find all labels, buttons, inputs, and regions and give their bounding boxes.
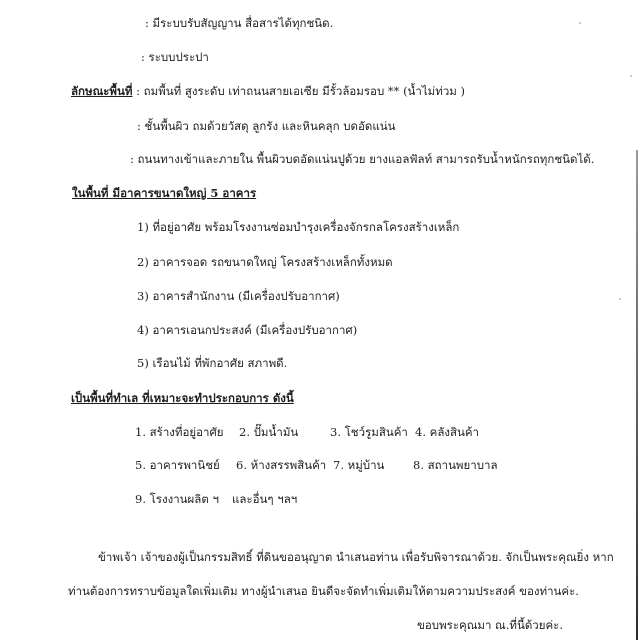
use-item: และอื่นๆ ฯลฯ [232,492,298,506]
building-item: 1) ที่อยู่อาศัย พร้อมโรงงานซ่อมบำรุงเครื่องจักรกลโครงสร้างเหล็ก [137,220,460,234]
use-item: 4. คลังสินค้า [415,425,480,439]
use-item: 1. สร้างที่อยู่อาศัย [135,425,224,439]
closing-paragraph-line2: ท่านต้องการทราบข้อมูลใดเพิ่มเติม ทางผู้นำเสนอ ยินดีจะจัดทำเพิ่มเติมให้ตามความประสงค์ ของท่านค่ะ. [68,584,579,598]
use-item: 5. อาคารพานิชย์ [135,458,220,472]
use-item: 3. โชว์รูมสินค้า [330,425,408,439]
building-item: 3) อาคารสำนักงาน (มีเครื่องปรับอากาศ) [137,289,340,303]
site-characteristics-line2: : ชั้นพื้นผิว ถมด้วยวัสดุ ลูกรัง และหินคลุก บดอัดแน่น [137,119,396,133]
closing-thanks: ขอบพระคุณมา ณ.ที่นี้ด้วยค่ะ. [417,618,564,632]
scan-speck [579,22,581,24]
suitable-uses-heading: เป็นพื้นที่ทำเล ที่เหมาะจะทำประกอบการ ดังนี้ [71,391,294,405]
building-item: 2) อาคารจอด รถขนาดใหญ่ โครงสร้างเหล็กทั้งหมด [137,255,393,269]
use-item: 9. โรงงานผลิต ฯ [135,492,219,506]
scan-speck [630,75,632,77]
site-characteristics-row [71,83,465,99]
utility-water-line: : ระบบประปา [141,50,209,64]
site-characteristics-line3: : ถนนทางเข้าและภายใน พื้นผิวบดอัดแน่นปูด้วย ยางแอลฟัลท์ สามารถรับน้ำหนักรถทุกชนิดได้. [130,152,595,166]
scan-speck [619,298,621,300]
building-item: 4) อาคารเอนกประสงค์ (มีเครื่องปรับอากาศ) [137,323,358,337]
site-characteristics-line1: : ถมพื้นที่ สูงระดับ เท่าถนนสายเอเซีย มีรั้วล้อมรอบ ** (น้ำไม่ท่วม ) [136,84,465,98]
building-item: 5) เรือนไม้ ที่พักอาศัย สภาพดี. [137,356,288,370]
use-item: 2. ปั๊มน้ำมัน [239,425,299,439]
use-item: 6. ห้างสรรพสินค้า [236,458,327,472]
closing-paragraph-line1: ข้าพเจ้า เจ้าของผู้เป็นกรรมสิทธิ์ ที่ดินขออนุญาต นำเสนอท่าน เพื่อรับพิจารณาด้วย. จักเป็นพระคุณยิ่ง หาก [98,550,614,564]
buildings-heading: ในพื้นที่ มีอาคารขนาดใหญ่ 5 อาคาร [72,186,257,200]
use-item: 7. หมู่บ้าน [333,458,385,472]
site-characteristics-heading: ลักษณะพื้นที่ [71,84,133,98]
utility-signal-line: : มีระบบรับสัญญาน สื่อสารได้ทุกชนิด. [145,16,334,30]
page-edge-shadow [636,150,638,640]
use-item: 8. สถานพยาบาล [413,458,498,472]
